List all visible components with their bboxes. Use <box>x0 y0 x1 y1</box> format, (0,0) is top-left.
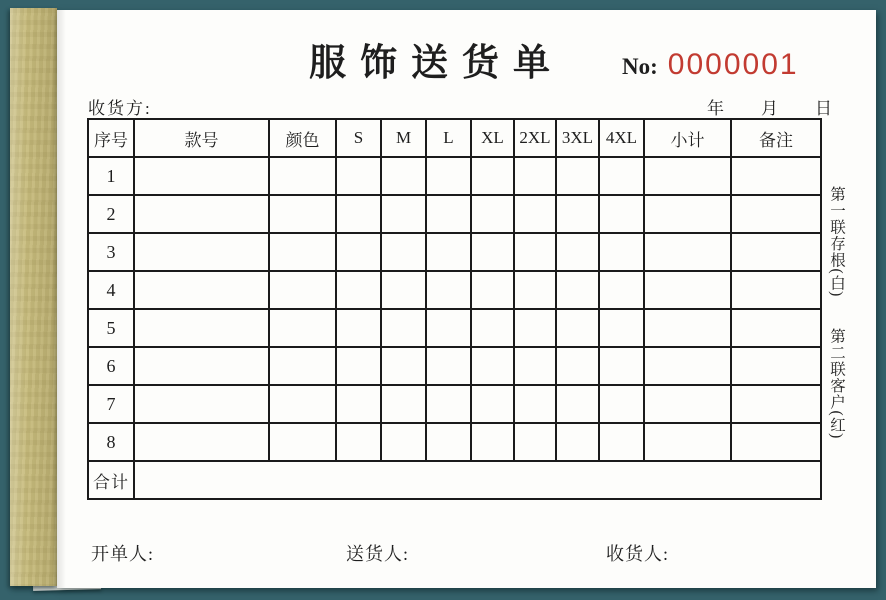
empty-cell <box>731 423 821 461</box>
empty-cell <box>644 195 731 233</box>
empty-cell <box>514 309 556 347</box>
empty-cell <box>336 385 381 423</box>
empty-cell <box>644 385 731 423</box>
receipt-book-spine <box>10 8 57 586</box>
empty-cell <box>381 195 426 233</box>
empty-cell <box>599 157 644 195</box>
col-header-size-s: S <box>336 119 381 157</box>
empty-cell <box>599 195 644 233</box>
row-number: 8 <box>88 423 134 461</box>
col-header-size-2xl: 2XL <box>514 119 556 157</box>
empty-cell <box>381 385 426 423</box>
empty-cell <box>134 271 269 309</box>
empty-cell <box>599 309 644 347</box>
empty-cell <box>426 309 471 347</box>
serial-number-label: No: <box>622 54 658 79</box>
col-header-size-3xl: 3XL <box>556 119 599 157</box>
empty-cell <box>644 157 731 195</box>
copy-note-stub: 第一联存根(白) <box>828 186 845 298</box>
date-month-label: 月 <box>761 99 778 118</box>
serial-number-row <box>622 48 799 82</box>
table-row <box>88 233 821 271</box>
empty-cell <box>269 271 336 309</box>
empty-cell <box>471 423 514 461</box>
empty-cell <box>336 271 381 309</box>
empty-cell <box>514 233 556 271</box>
empty-cell <box>269 347 336 385</box>
delivery-note-sheet <box>57 10 876 588</box>
date-day-label: 日 <box>815 99 832 118</box>
empty-cell <box>644 233 731 271</box>
empty-cell <box>471 347 514 385</box>
empty-cell <box>336 233 381 271</box>
empty-cell <box>269 233 336 271</box>
row-number: 3 <box>88 233 134 271</box>
col-header-remarks: 备注 <box>731 119 821 157</box>
table-row <box>88 309 821 347</box>
empty-cell <box>269 385 336 423</box>
table-body <box>88 157 821 461</box>
empty-cell <box>556 309 599 347</box>
empty-cell <box>134 195 269 233</box>
empty-cell <box>381 233 426 271</box>
empty-cell <box>426 423 471 461</box>
empty-cell <box>644 423 731 461</box>
empty-cell <box>556 347 599 385</box>
row-number: 6 <box>88 347 134 385</box>
copy-note-customer: 第二联客户(红) <box>828 328 845 440</box>
empty-cell <box>336 347 381 385</box>
empty-cell <box>381 271 426 309</box>
row-number: 5 <box>88 309 134 347</box>
empty-cell <box>381 347 426 385</box>
empty-cell <box>381 157 426 195</box>
empty-cell <box>426 195 471 233</box>
empty-cell <box>514 347 556 385</box>
row-number: 1 <box>88 157 134 195</box>
delivery-items-table <box>87 118 822 500</box>
row-number: 2 <box>88 195 134 233</box>
empty-cell <box>599 271 644 309</box>
empty-cell <box>731 385 821 423</box>
empty-cell <box>134 157 269 195</box>
col-header-color: 颜色 <box>269 119 336 157</box>
col-header-size-m: M <box>381 119 426 157</box>
empty-cell <box>134 385 269 423</box>
empty-cell <box>269 157 336 195</box>
table-row <box>88 423 821 461</box>
empty-cell <box>471 309 514 347</box>
date-year-label: 年 <box>707 99 724 118</box>
col-header-style-no: 款号 <box>134 119 269 157</box>
empty-cell <box>471 271 514 309</box>
empty-cell <box>556 271 599 309</box>
col-header-subtotal: 小计 <box>644 119 731 157</box>
table-row <box>88 347 821 385</box>
empty-cell <box>514 271 556 309</box>
col-header-size-4xl: 4XL <box>599 119 644 157</box>
empty-cell <box>426 157 471 195</box>
form-title: 服饰送货单 <box>309 43 564 84</box>
empty-cell <box>731 157 821 195</box>
deliverer-label: 送货人: <box>346 544 410 564</box>
row-number: 7 <box>88 385 134 423</box>
empty-cell <box>514 157 556 195</box>
empty-cell <box>731 309 821 347</box>
empty-cell <box>731 271 821 309</box>
empty-cell <box>556 233 599 271</box>
total-row <box>88 461 821 499</box>
empty-cell <box>426 347 471 385</box>
col-header-size-l: L <box>426 119 471 157</box>
receiver-label: 收货人: <box>606 544 670 564</box>
empty-cell <box>134 347 269 385</box>
empty-cell <box>426 233 471 271</box>
empty-cell <box>514 385 556 423</box>
empty-cell <box>426 271 471 309</box>
empty-cell <box>599 233 644 271</box>
empty-cell <box>731 233 821 271</box>
row-number: 4 <box>88 271 134 309</box>
table-row <box>88 271 821 309</box>
empty-cell <box>731 347 821 385</box>
empty-cell <box>556 423 599 461</box>
empty-cell <box>269 309 336 347</box>
empty-cell <box>556 195 599 233</box>
empty-cell <box>644 271 731 309</box>
empty-cell <box>599 385 644 423</box>
col-header-size-xl: XL <box>471 119 514 157</box>
empty-cell <box>599 347 644 385</box>
empty-cell <box>336 157 381 195</box>
empty-cell <box>336 309 381 347</box>
empty-cell <box>381 423 426 461</box>
empty-cell <box>471 233 514 271</box>
empty-cell <box>599 423 644 461</box>
empty-cell <box>134 309 269 347</box>
empty-cell <box>381 309 426 347</box>
empty-cell <box>556 157 599 195</box>
issuer-label: 开单人: <box>91 544 155 564</box>
empty-cell <box>134 233 269 271</box>
date-fields <box>707 94 832 119</box>
empty-cell <box>471 195 514 233</box>
empty-cell <box>426 385 471 423</box>
serial-number-value: 0000001 <box>667 48 799 81</box>
empty-cell <box>336 423 381 461</box>
empty-cell <box>644 309 731 347</box>
table-row <box>88 157 821 195</box>
table-row <box>88 385 821 423</box>
empty-cell <box>731 195 821 233</box>
empty-cell <box>269 423 336 461</box>
total-label: 合计 <box>88 461 134 499</box>
empty-cell <box>644 347 731 385</box>
col-header-index: 序号 <box>88 119 134 157</box>
empty-cell <box>269 195 336 233</box>
empty-cell <box>514 423 556 461</box>
empty-cell <box>134 423 269 461</box>
total-value-cell <box>134 461 821 499</box>
empty-cell <box>556 385 599 423</box>
table-row <box>88 195 821 233</box>
empty-cell <box>471 385 514 423</box>
table-header-row <box>88 119 821 157</box>
empty-cell <box>471 157 514 195</box>
empty-cell <box>336 195 381 233</box>
empty-cell <box>514 195 556 233</box>
consignee-label: 收货方: <box>88 99 152 118</box>
